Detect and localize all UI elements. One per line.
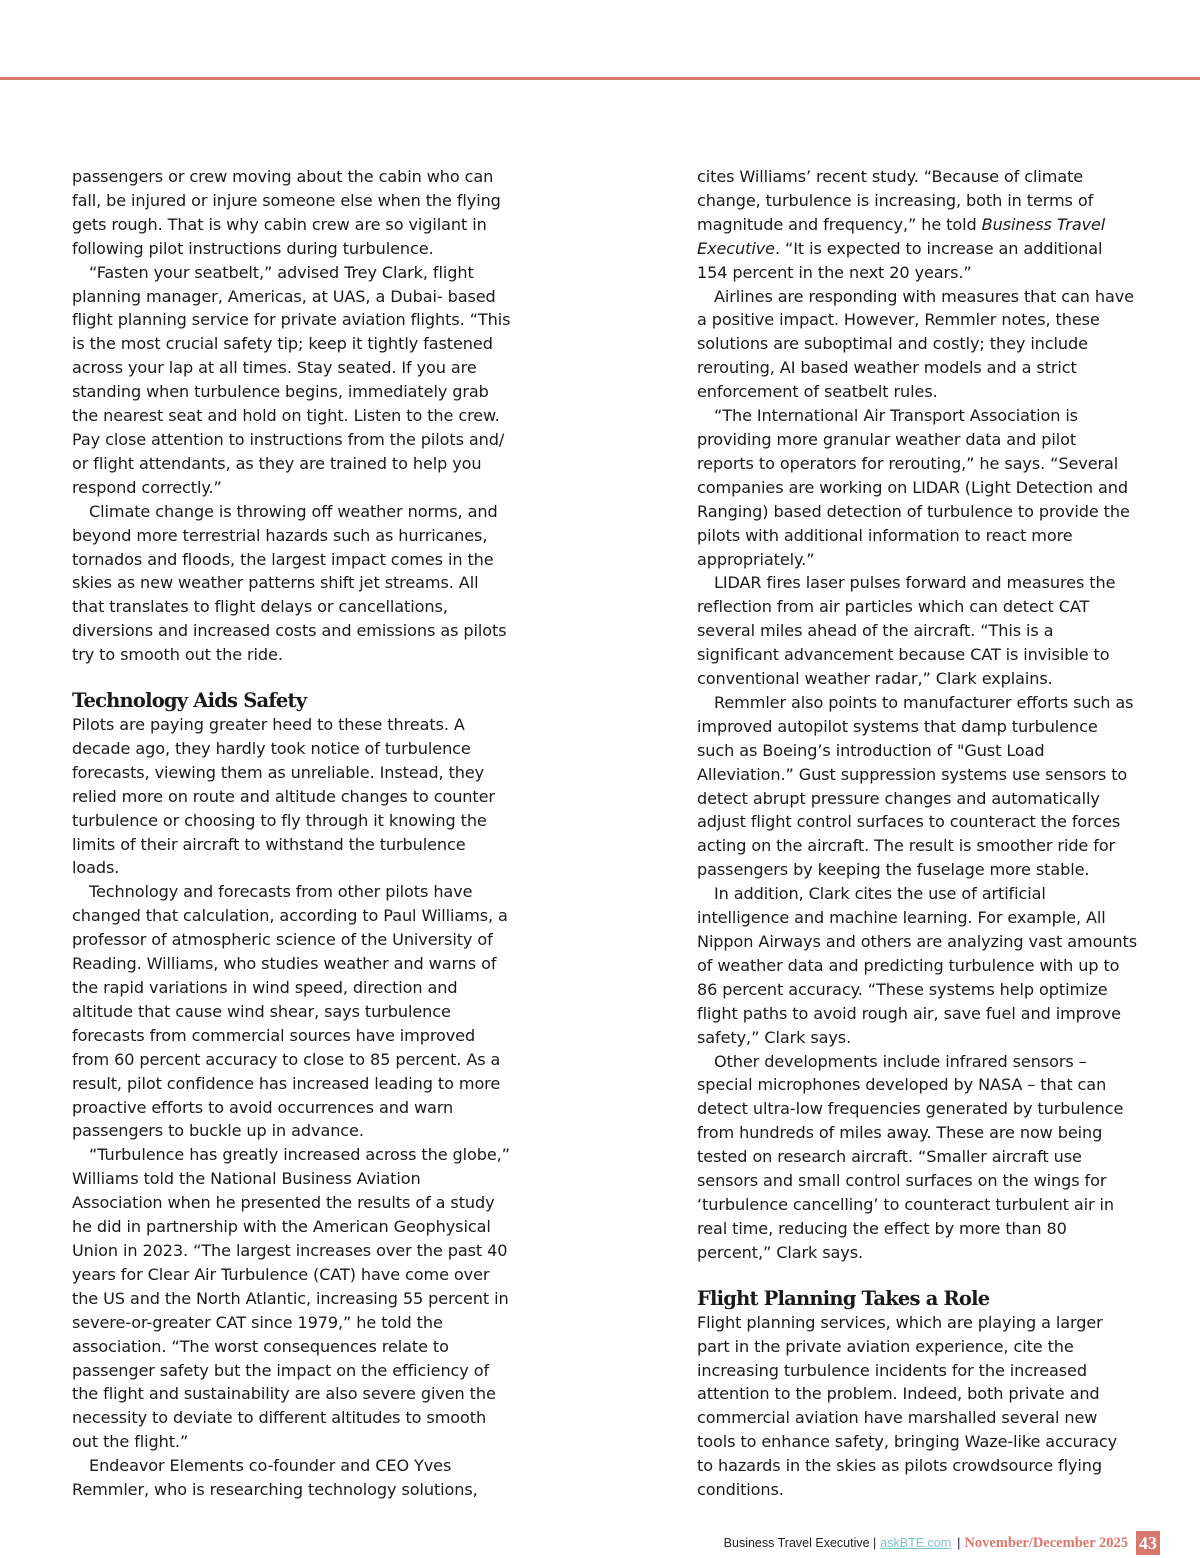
page-footer [724, 1531, 1160, 1555]
publication-name: Business Travel Executive | [723, 1536, 877, 1550]
page-number: 43 [1136, 1531, 1160, 1555]
paragraph: Remmler also points to manufacturer efforts such as improved autopilot systems that damp turbulence such as Boeing’s introduction of "Gust Load Alleviation.” Gust suppression systems use sensors to detect abrupt pressure changes and automatically adjust flight control surfaces to counteract the forces acting on the aircraft. The result is smoother ride for passengers by keeping the fuselage more stable. [697, 692, 1134, 880]
publication-italic: Business Travel Executive [697, 214, 1106, 258]
section-heading-technology: Technology Aids Safety [72, 689, 307, 713]
paragraph: Climate change is throwing off weather norms, and beyond more terrestrial hazards such as hurricanes, tornados and floods, the largest impact comes in the skies as new weather patterns shift jet streams. All that translates to flight delays or cancellations, diversions and increased costs and emissions as pilots try to smooth out the ride. [72, 501, 507, 665]
paragraph: Pilots are paying greater heed to these threats. A decade ago, they hardly took notice of turbulence forecasts, viewing them as unreliable. Instead, they relied more on route and altitude changes to counter turbulence or choosing to fly through it knowing the limits of their aircraft to withstand the turbulence loads. [72, 715, 495, 878]
paragraph: Other developments include infrared sensors – special microphones developed by NASA – that can detect ultra-low frequencies generated by turbulence from hundreds of miles away. These are now being tested on research aircraft. “Smaller aircraft use sensors and small control surfaces on the wings for ‘turbulence cancelling’ to counteract turbulent air in real time, reducing the effect by more than 80 percent,” Clark says. [697, 1051, 1124, 1262]
section-heading-flight-planning: Flight Planning Takes a Role [697, 1286, 990, 1310]
paragraph: “Fasten your seatbelt,” advised Trey Clark, flight planning manager, Americas, at UAS, a Dubai- based flight planning service for private aviation flights. “This is the most crucial safety tip; keep it tightly fastened across your lap at all times. Stay seated. If you are standing when turbulence begins, immediately grab the nearest seat and hold on tight. Listen to the crew. Pay close attention to instructions from the pilots and/ or flight attendants, as they are trained to help you respond correctly.” [72, 262, 511, 497]
right-column [697, 165, 1137, 1502]
top-rule [0, 77, 1200, 80]
paragraph [697, 165, 1137, 285]
paragraph: Airlines are responding with measures that can have a positive impact. However, Remmler notes, these solutions are suboptimal and costly; they include rerouting, AI based weather models and a strict enforcement of seatbelt rules. [697, 286, 1134, 402]
footer-separator: | [957, 1536, 961, 1550]
left-column [72, 165, 512, 1502]
paragraph: “The International Air Transport Association is providing more granular weather data and pilot reports to operators for rerouting,” he says. “Several companies are working on LIDAR (Light Detection and Ranging) based detection of turbulence to provide the pilots with additional information to react more appropriately.” [697, 406, 1130, 569]
paragraph: Flight planning services, which are playing a larger part in the private aviation experience, cite the increasing turbulence incidents for the increased attention to the problem. Indeed, both private and commercial aviation have marshalled several new tools to enhance safety, bringing Waze-like accuracy to hazards in the skies as pilots crowdsource flying conditions. [697, 1312, 1118, 1500]
paragraph: passengers or crew moving about the cabin who can fall, be injured or injure someone else when the flying gets rough. That is why cabin crew are so vigilant in following pilot instructions during turbulence. [72, 167, 501, 258]
website-link[interactable]: askBTE.com [880, 1536, 952, 1550]
paragraph: Endeavor Elements co-founder and CEO Yves Remmler, who is researching technology solutions, [72, 1456, 478, 1500]
text-run: cites Williams’ recent study. “Because of climate change, turbulence is increasing, both in terms of magnitude and frequency,” he told [697, 167, 1094, 234]
paragraph: “Turbulence has greatly increased across the globe,” Williams told the National Business Aviation Association when he presented the results of a study he did in partnership with the American Geophysical Union in 2023. “The largest increases over the past 40 years for Clear Air Turbulence (CAT) have come over the US and the North Atlantic, increasing 55 percent in severe-or-greater CAT since 1979,” he told the association. “The worst consequences relate to passenger safety but the impact on the efficiency of the flight and sustainability are also severe given the necessity to deviate to different altitudes to smooth out the flight.” [72, 1145, 510, 1452]
paragraph: LIDAR fires laser pulses forward and measures the reflection from air particles which can detect CAT several miles ahead of the aircraft. “This is a significant advancement because CAT is invisible to conventional weather radar,” Clark explains. [697, 573, 1116, 689]
paragraph: In addition, Clark cites the use of artificial intelligence and machine learning. For example, All Nippon Airways and others are analyzing vast amounts of weather data and predicting turbulence with up to 86 percent accuracy. “These systems help optimize flight paths to avoid rough air, save fuel and improve safety,” Clark says. [697, 884, 1138, 1047]
issue-date: November/December 2025 [964, 1534, 1128, 1551]
paragraph: Technology and forecasts from other pilots have changed that calculation, according to Paul Williams, a professor of atmospheric science of the University of Reading. Williams, who studies weather and warns of the rapid variations in wind speed, direction and altitude that cause wind shear, says turbulence forecasts from commercial sources have improved from 60 percent accuracy to close to 85 percent. As a result, pilot confidence has increased leading to more proactive efforts to avoid occurrences and warn passengers to buckle up in advance. [72, 882, 508, 1141]
text-run: . “It is expected to increase an additional 154 percent in the next 20 years.” [697, 238, 1103, 282]
